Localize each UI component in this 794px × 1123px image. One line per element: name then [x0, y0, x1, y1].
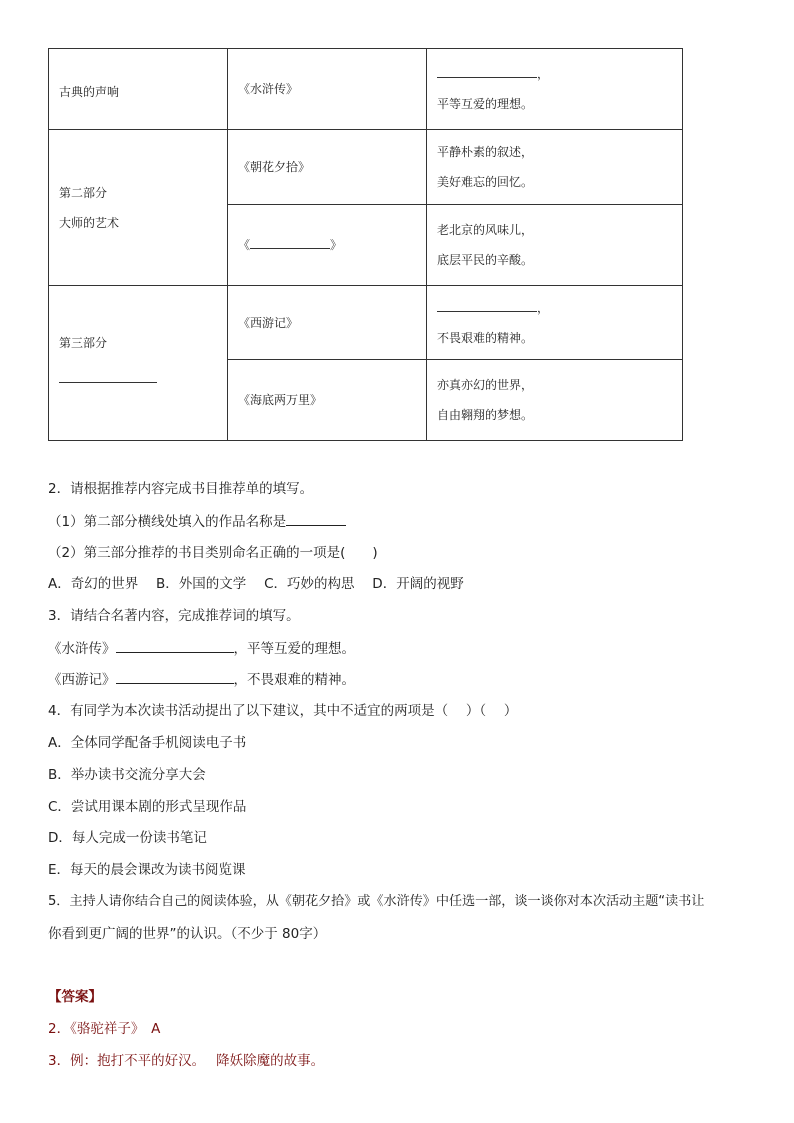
- question-2-1: （1）第二部分横线处填入的作品名称是: [48, 511, 346, 532]
- question-4: 4．有同学为本次读书活动提出了以下建议，其中不适宜的两项是（ ）（ ）: [48, 703, 518, 719]
- answer-blank[interactable]: [286, 511, 346, 526]
- part-one-cell: [49, 49, 228, 130]
- book-cell: [228, 286, 427, 360]
- part-one-title: 古典的声响: [59, 85, 120, 99]
- question-2-2: （2）第三部分推荐的书目类别命名正确的一项是( ): [48, 545, 378, 561]
- question-3-a: 《水浒传》 ，平等互爱的理想。: [48, 638, 355, 659]
- answer-blank[interactable]: [116, 638, 234, 653]
- question-3-b: 《西游记》 ，不畏艰难的精神。: [48, 669, 355, 690]
- book-title: 《海底两万里》: [238, 393, 323, 407]
- answer-3: 3．例：抱打不平的好汉。 降妖除魔的故事。: [48, 1053, 325, 1069]
- answer-heading: 【答案】: [48, 989, 102, 1005]
- book-title: 《朝花夕拾》: [238, 160, 311, 174]
- question-2-options: A．奇幻的世界 B．外国的文学 C．巧妙的构思 D．开阔的视野: [48, 576, 464, 592]
- book-name-blank[interactable]: [250, 234, 330, 249]
- recommendation-line-1: ，: [437, 59, 672, 89]
- recommendation-line-1: ，: [437, 293, 672, 323]
- recommendation-line-2: 底层平民的辛酸。: [437, 253, 534, 267]
- part-two-cell: [49, 130, 228, 286]
- recommendation-cell: [427, 286, 683, 360]
- recommendation-line-1: 亦真亦幻的世界，: [437, 378, 534, 392]
- recommendation-cell: [427, 49, 683, 130]
- recommendation-line-1: 老北京的风味儿，: [437, 223, 534, 237]
- question-4-option: D．每人完成一份读书笔记: [48, 830, 207, 846]
- question-5-line-2: 你看到更广阔的世界”的认识。（不少于 80字）: [48, 926, 327, 942]
- recommendation-cell: [427, 130, 683, 205]
- fill-blank[interactable]: [437, 63, 537, 78]
- book-cell: [228, 130, 427, 205]
- part-two-subtitle: 大师的艺术: [59, 215, 120, 230]
- recommendation-cell: [427, 205, 683, 286]
- recommendation-line-2: 平等互爱的理想。: [437, 97, 534, 111]
- question-4-option: A．全体同学配备手机阅读电子书: [48, 735, 247, 751]
- recommendation-line-1: 平静朴素的叙述，: [437, 145, 534, 159]
- part-three-title: 第三部分: [59, 336, 108, 350]
- recommendation-line-2: 自由翱翔的梦想。: [437, 408, 534, 422]
- book-title: 《西游记》: [238, 315, 299, 330]
- table-row: [49, 49, 683, 130]
- book-recommendation-table: [48, 48, 683, 441]
- answer-blank[interactable]: [116, 669, 234, 684]
- table-row: [49, 130, 683, 205]
- recommendation-cell: [427, 360, 683, 441]
- question-2: 2．请根据推荐内容完成书目推荐单的填写。: [48, 481, 314, 497]
- question-3: 3．请结合名著内容，完成推荐词的填写。: [48, 608, 300, 624]
- fill-blank[interactable]: [437, 297, 537, 312]
- part-two-title: 第二部分: [59, 185, 108, 200]
- table-row: [49, 286, 683, 360]
- book-cell: [228, 49, 427, 130]
- book-title: 《水浒传》: [238, 82, 299, 96]
- question-4-option: B．举办读书交流分享大会: [48, 767, 206, 783]
- recommendation-line-2: 不畏艰难的精神。: [437, 330, 534, 345]
- book-cell: 《 》: [228, 205, 427, 286]
- category-name-blank[interactable]: [59, 368, 157, 383]
- question-5-line-1: 5．主持人请你结合自己的阅读体验，从《朝花夕拾》或《水浒传》中任选一部，谈一谈你对本次活动主题“读书让: [48, 894, 705, 909]
- recommendation-line-2: 美好难忘的回忆。: [437, 175, 534, 189]
- book-cell: [228, 360, 427, 441]
- question-4-option: E．每天的晨会课改为读书阅览课: [48, 862, 246, 878]
- answer-2: 2．《骆驼祥子》 A: [48, 1021, 161, 1037]
- question-4-option: C．尝试用课本剧的形式呈现作品: [48, 799, 247, 815]
- part-three-cell: [49, 286, 228, 441]
